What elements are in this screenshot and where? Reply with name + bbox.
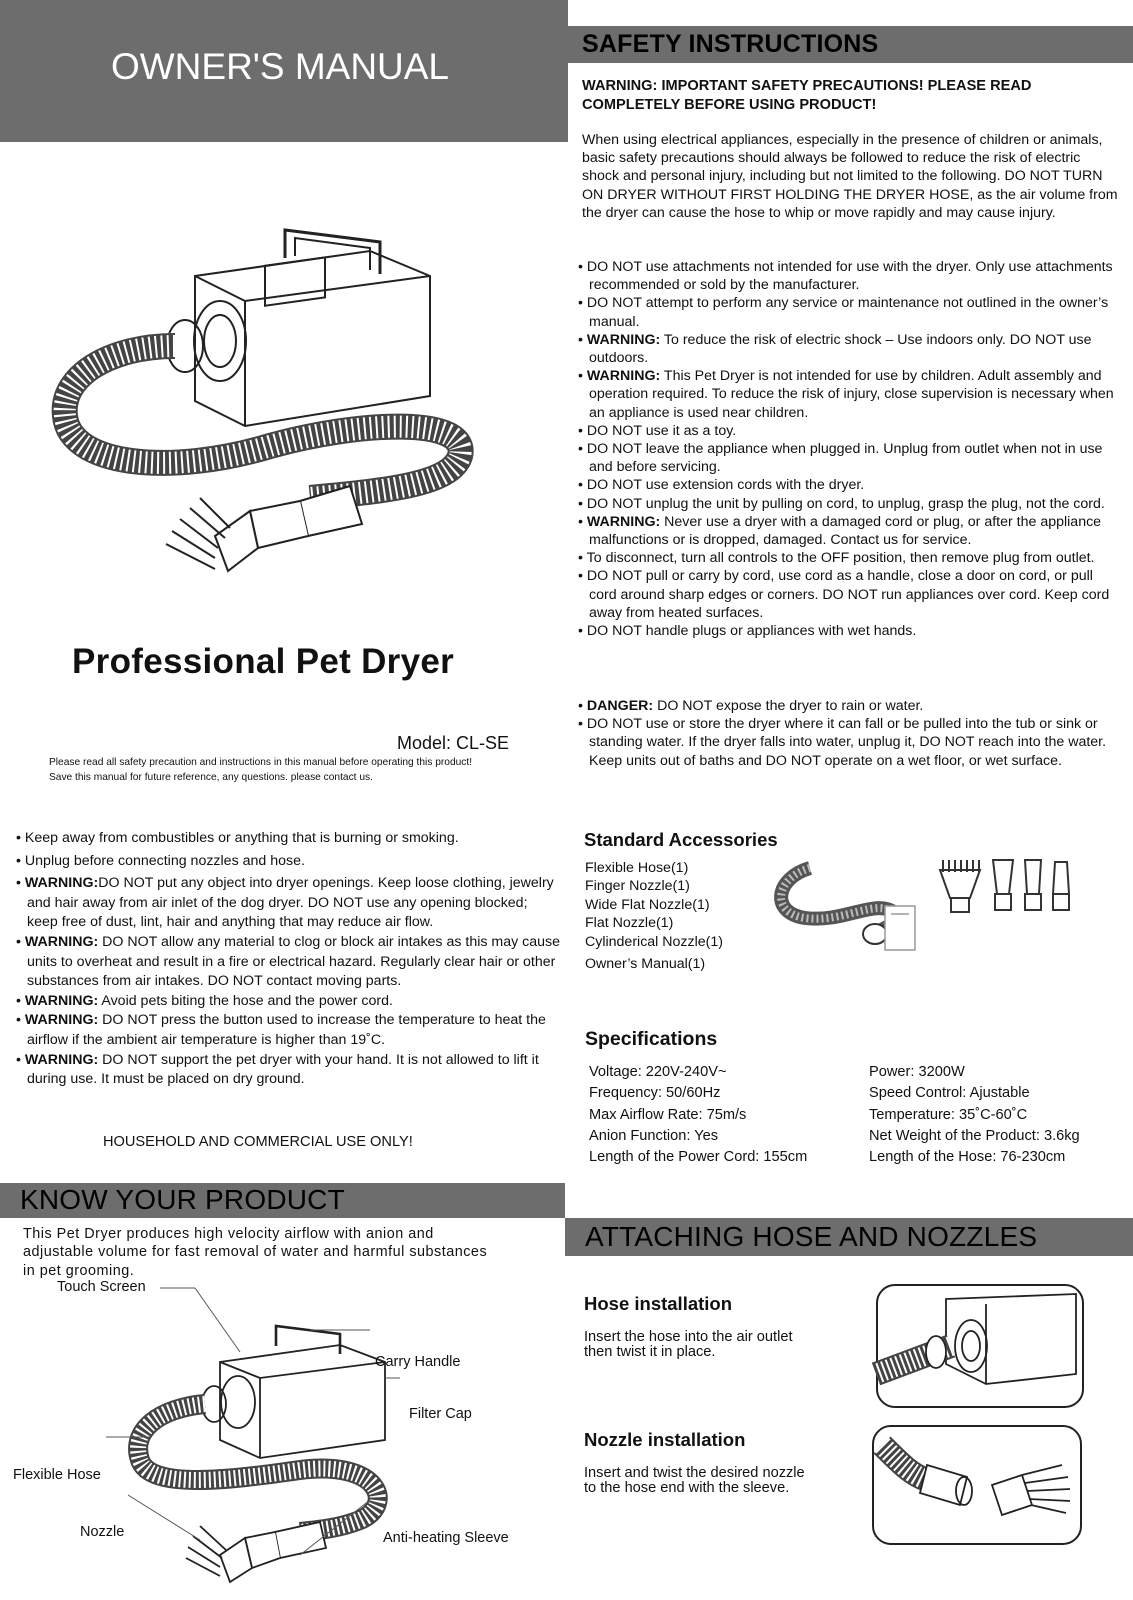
- safety-warning: [582, 77, 1122, 115]
- list-item: • DANGER: DO NOT expose the dryer to rain or water.: [578, 697, 1118, 715]
- more-safety-bullets: [16, 829, 561, 1090]
- owners-manual-header: [0, 0, 568, 142]
- attach-header: [565, 1218, 1133, 1256]
- hose-installation-text: [584, 1330, 793, 1360]
- nozzle-installation-text: [584, 1466, 805, 1496]
- household-note: HOUSEHOLD AND COMMERCIAL USE ONLY!: [103, 1134, 413, 1150]
- label-anti-heating-sleeve: Anti-heating Sleeve: [383, 1530, 509, 1546]
- list-item: Flat Nozzle(1): [585, 915, 674, 932]
- spec-item: Length of the Hose: 76-230cm: [869, 1149, 1066, 1166]
- specs-right: [869, 1062, 1080, 1168]
- nozzle-installation-image: [872, 1425, 1082, 1545]
- list-item: • DO NOT use or store the dryer where it can fall or be pulled into the tub or sink or standing water. If the dryer falls into water, unplug it, DO NOT reach into the water. Keep units out of baths and DO NOT operate on a wet floor, or wet surface.: [578, 715, 1118, 770]
- know-product-header: [0, 1183, 565, 1218]
- know-intro: [23, 1225, 487, 1280]
- danger-bullets: [578, 697, 1118, 770]
- list-item: • WARNING: To reduce the risk of electric shock – Use indoors only. DO NOT use outdoors.: [578, 331, 1118, 367]
- list-item: • DO NOT handle plugs or appliances with wet hands.: [578, 622, 1118, 640]
- list-item: • WARNING: DO NOT support the pet dryer with your hand. It is not allowed to lift it during use. It must be placed on dry ground.: [16, 1051, 561, 1090]
- nozzle-installation-line: to the hose end with the sleeve.: [584, 1480, 790, 1496]
- list-item: • DO NOT pull or carry by cord, use cord as a handle, close a door on cord, or pull cord around sharp edges or corners. DO NOT run appliances over cord. Keep cord away from heated surfaces.: [578, 567, 1118, 622]
- product-title: Professional Pet Dryer: [72, 642, 455, 681]
- specs-left: [589, 1062, 807, 1168]
- safety-intro: When using electrical appliances, especially in the presence of children or animals, basic safety precautions should always be followed to reduce the risk of electric shock and personal injury, including but not limited to the following. DO NOT TURN ON DRYER WITHOUT FIRST HOLDING THE DRYER HOSE, as the air volume from the dryer can cause the hose to whip or move rapidly and may cause injury.: [582, 132, 1118, 221]
- list-item: Wide Flat Nozzle(1): [585, 896, 710, 913]
- list-item: • WARNING: Never use a dryer with a damaged cord or plug, or after the appliance malfunctions or is dropped, damaged. Contact us for service.: [578, 513, 1118, 549]
- spec-item: Anion Function: Yes: [589, 1127, 719, 1144]
- list-item: • WARNING: DO NOT allow any material to clog or block air intakes as this may cause units to overheat and result in a fire or electrical hazard. Regularly clear hair or other substances from air intakes. DO NOT contact moving parts.: [16, 933, 561, 992]
- nozzle-installation-line: Insert and twist the desired nozzle: [584, 1465, 805, 1481]
- spec-item: Speed Control: Ajustable: [869, 1085, 1030, 1102]
- accessories-illustration: [775, 858, 1095, 988]
- list-item: • DO NOT use it as a toy.: [578, 422, 1118, 440]
- label-flexible-hose: Flexible Hose: [13, 1467, 101, 1483]
- owners-manual-title: OWNER'S MANUAL: [110, 46, 450, 87]
- hose-installation-title: Hose installation: [584, 1293, 733, 1314]
- list-item: • WARNING: Avoid pets biting the hose and the power cord.: [16, 992, 561, 1012]
- model-number: Model: CL-SE: [397, 733, 510, 753]
- know-intro-line: adjustable volume for fast removal of water and harmful substances: [23, 1244, 488, 1261]
- list-item: • WARNING:DO NOT put any object into dryer openings. Keep loose clothing, jewelry and hair away from air inlet of the dog dryer. DO NOT use any opening blocked; keep free of dust, lint, hair and anything that may reduce air flow.: [16, 874, 561, 933]
- know-intro-line: This Pet Dryer produces high velocity airflow with anion and: [23, 1226, 434, 1242]
- list-item: • WARNING: This Pet Dryer is not intended for use by children. Adult assembly and operation required. To reduce the risk of injury, close supervision is necessary when an appliance is used near children.: [578, 367, 1118, 422]
- safety-bullets: [578, 258, 1118, 640]
- label-nozzle: Nozzle: [80, 1524, 125, 1540]
- safety-warning-line: WARNING: IMPORTANT SAFETY PRECAUTIONS! PLEASE READ: [582, 78, 1032, 94]
- product-diagram: [0, 1300, 560, 1600]
- list-item: • To disconnect, turn all controls to the OFF position, then remove plug from outlet.: [578, 549, 1118, 567]
- spec-item: Length of the Power Cord: 155cm: [589, 1149, 808, 1166]
- accessories-list: [585, 859, 723, 973]
- accessories-title: Standard Accessories: [584, 829, 778, 850]
- know-product-title: KNOW YOUR PRODUCT: [20, 1184, 345, 1215]
- cover-note-line: Please read all safety precaution and instructions in this manual before operating this product!: [49, 757, 473, 768]
- hose-installation-line: then twist it in place.: [584, 1344, 716, 1360]
- list-item: • Keep away from combustibles or anything that is burning or smoking.: [16, 829, 561, 849]
- list-item: • DO NOT use attachments not intended for use with the dryer. Only use attachments recommended or sold by the manufacturer.: [578, 258, 1118, 294]
- list-item: Cylinderical Nozzle(1): [585, 933, 723, 950]
- hose-installation-image: [876, 1284, 1084, 1408]
- list-item: • DO NOT leave the appliance when plugged in. Unplug from outlet when not in use and before servicing.: [578, 440, 1118, 476]
- specifications-title: Specifications: [585, 1028, 718, 1050]
- spec-item: Power: 3200W: [869, 1064, 965, 1080]
- list-item: • DO NOT unplug the unit by pulling on cord, to unplug, grasp the plug, not the cord.: [578, 495, 1118, 513]
- list-item: Owner’s Manual(1): [585, 956, 706, 973]
- spec-item: Voltage: 220V-240V~: [589, 1064, 727, 1080]
- hose-installation-line: Insert the hose into the air outlet: [584, 1329, 793, 1345]
- list-item: • DO NOT attempt to perform any service or maintenance not outlined in the owner’s manual.: [578, 294, 1118, 330]
- label-filter-cap: Filter Cap: [409, 1406, 472, 1422]
- spec-item: Frequency: 50/60Hz: [589, 1085, 721, 1102]
- label-touch-screen: Touch Screen: [57, 1279, 146, 1295]
- pet-dryer-illustration: [50, 236, 490, 596]
- cover-note-line: Save this manual for future reference, any questions. please contact us.: [49, 772, 373, 783]
- list-item: Finger Nozzle(1): [585, 878, 690, 895]
- label-carry-handle: Carry Handle: [375, 1354, 461, 1370]
- attach-title: ATTACHING HOSE AND NOZZLES: [585, 1221, 1038, 1252]
- safety-warning-line: COMPLETELY BEFORE USING PRODUCT!: [582, 97, 877, 113]
- nozzle-installation-title: Nozzle installation: [584, 1429, 746, 1450]
- spec-item: Net Weight of the Product: 3.6kg: [869, 1127, 1080, 1144]
- spec-item: Max Airflow Rate: 75m/s: [589, 1106, 747, 1123]
- list-item: Flexible Hose(1): [585, 860, 689, 876]
- safety-title: SAFETY INSTRUCTIONS: [582, 30, 879, 58]
- list-item: • WARNING: DO NOT press the button used to increase the temperature to heat the airflow if the ambient air temperature is higher than 19˚C.: [16, 1011, 561, 1050]
- safety-header: [568, 26, 1133, 63]
- cover-note: [49, 755, 472, 785]
- list-item: • DO NOT use extension cords with the dryer.: [578, 476, 1118, 494]
- list-item: • Unplug before connecting nozzles and hose.: [16, 852, 561, 872]
- know-intro-line: in pet grooming.: [23, 1262, 135, 1279]
- spec-item: Temperature: 35˚C-60˚C: [869, 1106, 1028, 1123]
